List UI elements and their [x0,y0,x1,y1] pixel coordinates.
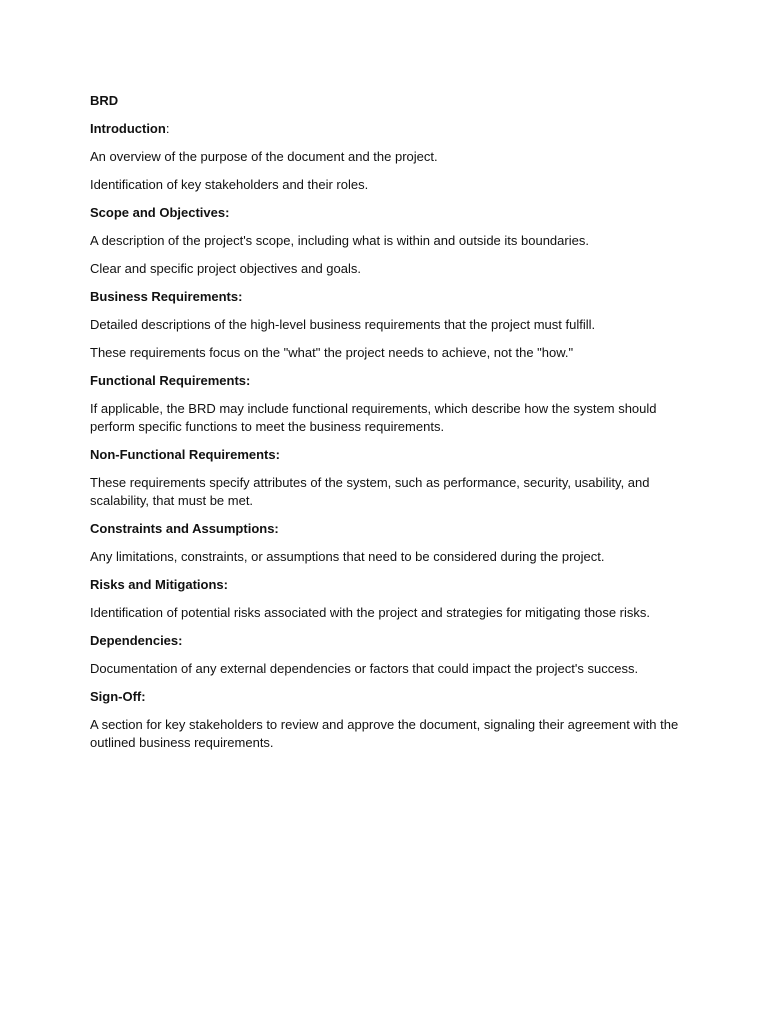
document-page [90,92,690,762]
paragraph: Any limitations, constraints, or assumptions that need to be considered during the project. [90,549,605,564]
paragraph: An overview of the purpose of the document and the project. [90,149,438,164]
paragraph: Identification of key stakeholders and their roles. [90,177,369,192]
section-heading: Scope and Objectives: [90,205,230,220]
section-scope-and-objectives [90,204,690,278]
paragraph: Identification of potential risks associated with the project and strategies for mitigating those risks. [90,605,651,620]
section-heading: Non-Functional Requirements: [90,447,280,462]
section-business-requirements [90,288,690,362]
section-heading: Risks and Mitigations: [90,577,228,592]
paragraph: If applicable, the BRD may include functional requirements, which describe how the system should perform specific functions to meet the business requirements. [90,401,657,434]
section-heading: Sign-Off: [90,689,146,704]
section-heading: Functional Requirements: [90,373,251,388]
section-heading: Dependencies: [90,633,183,648]
section-heading-text: Introduction [90,121,166,136]
document-title: BRD [90,93,119,108]
paragraph: A description of the project's scope, including what is within and outside its boundaries. [90,233,589,248]
section-constraints-and-assumptions [90,520,690,566]
paragraph: Documentation of any external dependencies or factors that could impact the project's success. [90,661,639,676]
section-heading-colon: : [165,121,170,136]
section-heading: Constraints and Assumptions: [90,521,279,536]
section-risks-and-mitigations [90,576,690,622]
paragraph: These requirements specify attributes of the system, such as performance, security, usability, and scalability, that must be met. [90,475,650,508]
section-sign-off [90,688,690,752]
section-dependencies [90,632,690,678]
paragraph: These requirements focus on the "what" the project needs to achieve, not the "how." [90,345,574,360]
paragraph: Detailed descriptions of the high-level business requirements that the project must fulfill. [90,317,596,332]
paragraph: Clear and specific project objectives and goals. [90,261,361,276]
section-functional-requirements [90,372,690,436]
section-heading [90,120,690,138]
section-heading: Business Requirements: [90,289,243,304]
section-introduction [90,120,690,194]
section-non-functional-requirements [90,446,690,510]
paragraph: A section for key stakeholders to review and approve the document, signaling their agreement with the outlined business requirements. [90,717,679,750]
